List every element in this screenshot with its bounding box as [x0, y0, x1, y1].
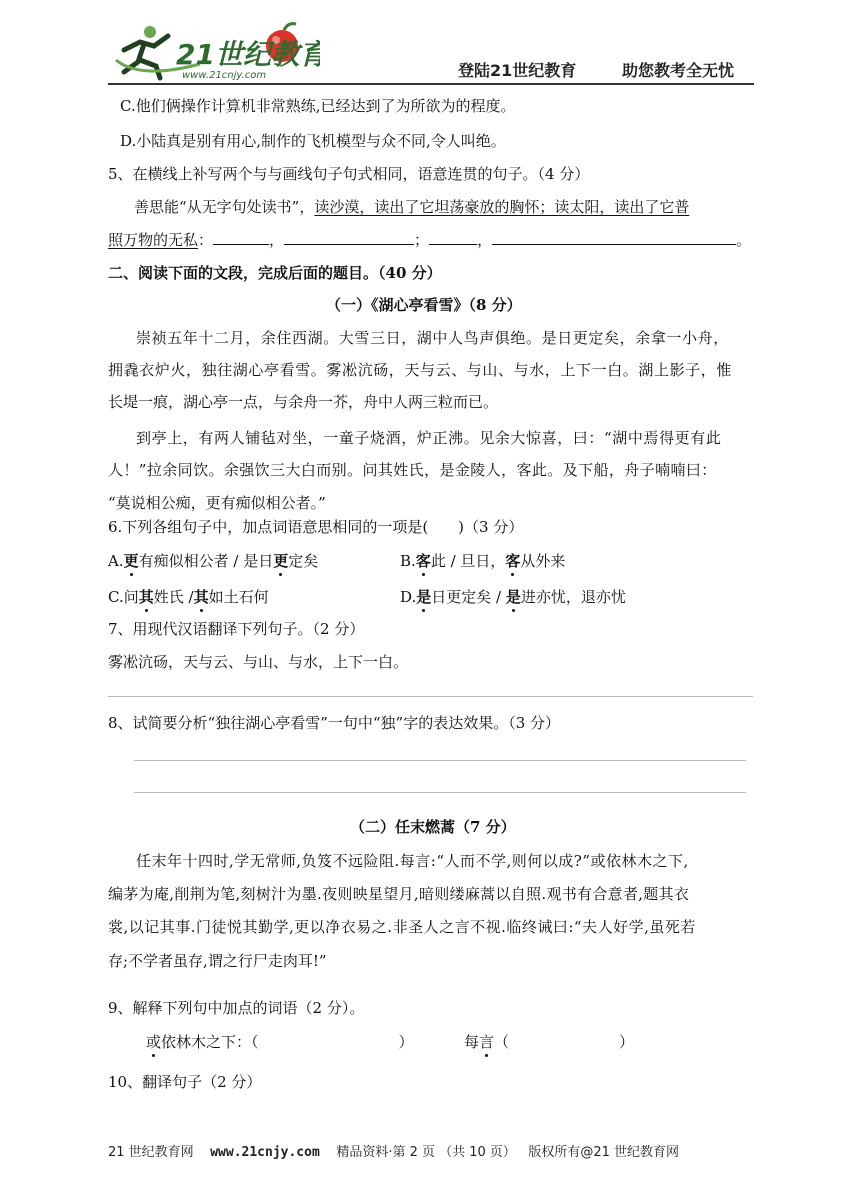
q6-b-mid: 此 / 旦日，	[430, 552, 506, 570]
q6-a-dotted-1: 更	[123, 552, 139, 570]
q6-option-c	[108, 586, 269, 607]
q6-c-dotted-2: 其	[193, 588, 209, 606]
q6-stem: 6.下列各组句子中，加点词语意思相同的一项是( )（3 分）	[108, 518, 524, 536]
passage-2-line-3: 裳,以记其事.门徒悦其勤学,更以净衣易之.非圣人之言不视.临终诫曰:“夫人好学,虽死若	[108, 918, 696, 936]
q6-a-post: 定矣	[288, 552, 319, 570]
passage-2-line-4: 存;不学者虽存,谓之行尸走肉耳!”	[108, 952, 327, 970]
q9-item-1-text: 依林木之下：（	[161, 1033, 259, 1051]
q9-item-1-close: ）	[398, 1033, 414, 1051]
header-divider	[108, 83, 754, 85]
passage-2-line-1: 任末年十四时,学无常师,负笈不远险阻.每言:“人而不学,则何以成?”或依林木之下,	[136, 852, 689, 870]
q5-underlined-end: 照万物的无私	[108, 231, 199, 249]
site-logo[interactable]	[110, 20, 320, 82]
header-slogan-login: 登陆21世纪教育	[458, 61, 577, 80]
q9-item-2-dotted: 言	[479, 1033, 495, 1051]
page-footer	[108, 1141, 679, 1160]
passage-1-para-2-line-1: 到亭上，有两人铺毡对坐，一童子烧酒，炉正沸。见余大惊喜，曰：“湖中焉得更有此	[136, 429, 722, 447]
q6-b-dotted-1: 客	[415, 552, 431, 570]
q5-line1	[134, 196, 689, 217]
q8-answer-line-1[interactable]	[134, 760, 746, 761]
q6-a-dotted-2: 更	[273, 552, 289, 570]
q6-option-d	[400, 586, 626, 607]
passage-1-para-1-line-1: 崇祯五年十二月，余住西湖。大雪三日，湖中人鸟声俱绝。是日更定矣，余拿一小舟，	[136, 329, 729, 347]
passage-1-title: （一）《湖心亭看雪》（8 分）	[326, 296, 522, 314]
q5-blank-2[interactable]	[284, 230, 414, 245]
passage-1-para-2-line-2: 人！”拉余同饮。余强饮三大白而别。问其姓氏，是金陵人，客此。及下船，舟子喃喃曰：	[108, 461, 717, 479]
q5-stem: 5、在横线上补写两个与与画线句子句式相同，语意连贯的句子。（4 分）	[108, 165, 590, 183]
q6-d-prefix: D.	[400, 588, 417, 606]
q6-b-post: 从外来	[520, 552, 566, 570]
q6-c-mid: 姓氏 /	[153, 588, 194, 606]
passage-2-line-2: 编茅为庵,削荆为笔,刻树汁为墨.夜则映星望月,暗则缕麻蒿以自照.观书有合意者,题其衣	[108, 885, 690, 903]
header-slogan-tagline: 助您教考全无忧	[622, 61, 735, 80]
q8-answer-line-2[interactable]	[134, 792, 746, 793]
q6-d-post: 进亦忧，退亦忧	[520, 588, 626, 606]
passage-1-para-1-line-3: 长堤一痕，湖心亭一点，与余舟一芥，舟中人两三粒而已。	[108, 393, 499, 411]
q4-option-d: D.小陆真是别有用心,制作的飞机模型与众不同,令人叫绝。	[120, 132, 506, 150]
q6-d-dotted-1: 是	[416, 588, 432, 606]
footer-site-link[interactable]: www.21cnjy.com	[210, 1145, 320, 1160]
logo-text: 21世纪教育	[176, 38, 320, 71]
q6-c-post: 如土石何	[208, 588, 269, 606]
passage-2-title: （二）任末燃蒿（7 分）	[350, 818, 516, 836]
q5-colon: ：	[198, 231, 214, 249]
footer-copyright: 版权所有@21 世纪教育网	[528, 1145, 680, 1160]
q6-d-dotted-2: 是	[505, 588, 521, 606]
section-2-title: 二、阅读下面的文段，完成后面的题目。（40 分）	[108, 264, 442, 282]
q7-sentence: 雾凇沆砀，天与云、与山、与水，上下一白。	[108, 653, 409, 671]
q5-underlined-sentence: 读沙漠，读出了它坦荡豪放的胸怀；读太阳，读出了它普	[314, 198, 690, 216]
q9-item-2-open: （	[494, 1033, 510, 1051]
q9-item-2-close: ）	[619, 1033, 635, 1051]
q9-item-2-prefix: 每	[464, 1033, 480, 1051]
q6-option-b	[400, 550, 565, 571]
q5-comma-1: ，	[269, 231, 285, 249]
q9-item-1	[146, 1031, 414, 1052]
q5-period: 。	[736, 231, 752, 249]
q5-blank-1[interactable]	[213, 230, 269, 245]
q9-item-2	[464, 1031, 634, 1052]
q5-blank-3[interactable]	[429, 230, 477, 245]
logo-graphic	[110, 20, 320, 82]
passage-1-para-1-line-2: 拥毳衣炉火，独往湖心亭看雪。雾凇沆砀，天与云、与山、与水，上下一白。湖上影子，惟	[108, 361, 733, 379]
q5-line2	[108, 229, 751, 250]
q6-option-a	[108, 550, 318, 571]
logo-url: www.21cnjy.com	[182, 70, 267, 81]
passage-1-para-2-line-3: “莫说相公痴，更有痴似相公者。”	[108, 494, 326, 512]
q7-stem: 7、用现代汉语翻译下列句子。（2 分）	[108, 620, 365, 638]
q6-b-prefix: B.	[400, 552, 416, 570]
q9-stem: 9、解释下列句中加点的词语（2 分）。	[108, 999, 365, 1017]
q6-a-mid: 有痴似相公者 / 是日	[138, 552, 274, 570]
q9-item-1-dotted: 或	[146, 1033, 162, 1051]
q6-d-mid: 日更定矣 /	[431, 588, 506, 606]
footer-page-info: 精品资料·第 2 页 （共 10 页）	[336, 1145, 516, 1160]
q6-a-prefix: A.	[108, 552, 124, 570]
q5-blank-4[interactable]	[492, 230, 736, 245]
q7-answer-line[interactable]	[108, 696, 753, 697]
q5-comma-2: ，	[477, 231, 493, 249]
q10-stem: 10、翻译句子（2 分）	[108, 1073, 262, 1091]
q6-c-dotted-1: 其	[138, 588, 154, 606]
q6-c-prefix: C.问	[108, 588, 139, 606]
footer-site-name: 21 世纪教育网	[108, 1145, 194, 1160]
q8-stem: 8、试简要分析“独往湖心亭看雪”一句中“独”字的表达效果。（3 分）	[108, 714, 561, 732]
q6-b-dotted-2: 客	[505, 552, 521, 570]
q4-option-c: C.他们俩操作计算机非常熟练,已经达到了为所欲为的程度。	[120, 97, 516, 115]
q5-lead: 善思能“从无字句处读书”，	[134, 198, 315, 216]
q5-semicolon: ；	[414, 231, 430, 249]
